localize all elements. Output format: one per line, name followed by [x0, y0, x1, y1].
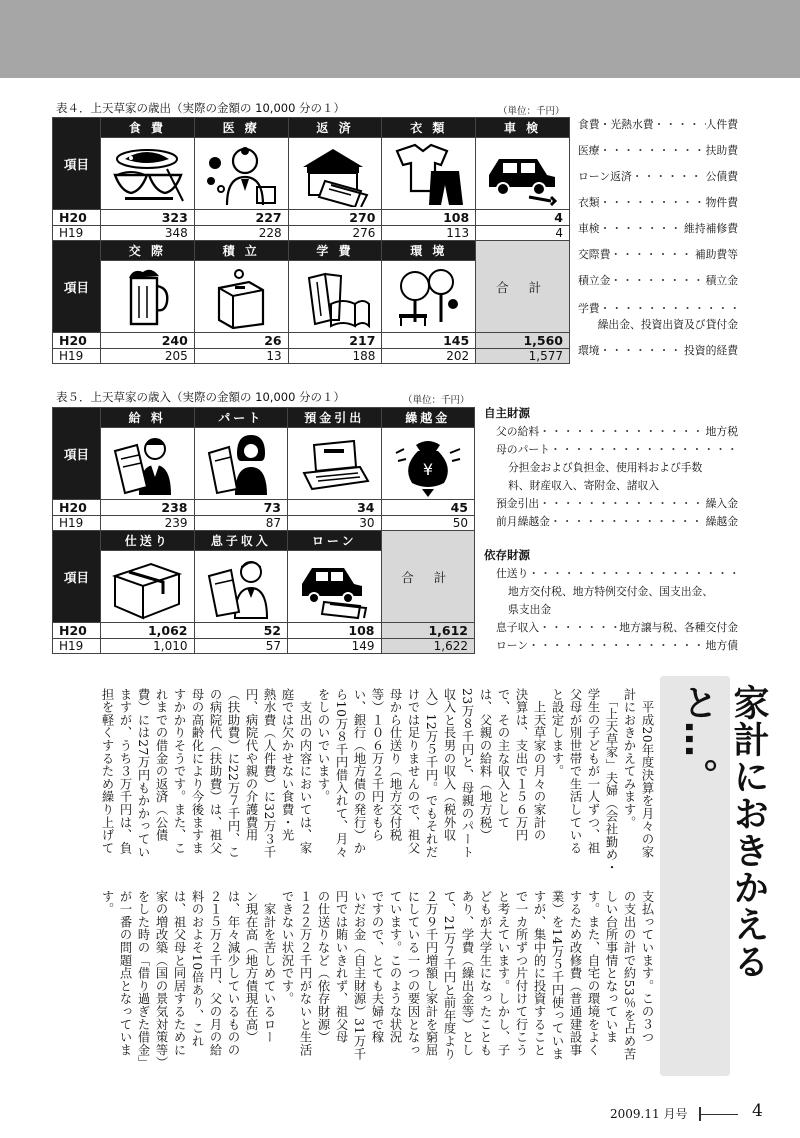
- year-label: H20: [53, 210, 101, 226]
- total-value: 1,622: [381, 639, 475, 654]
- legend-item: 積立金: [578, 274, 611, 287]
- dependent-source-title: 依存財源: [484, 548, 530, 562]
- col-header: 給 料: [101, 408, 195, 428]
- revenue-table: [52, 407, 475, 654]
- legend-row: [578, 344, 738, 366]
- issue-date: 2009.11 月号: [610, 1107, 688, 1121]
- value-cell: 45: [381, 500, 475, 516]
- row-label: 項目: [53, 408, 101, 500]
- legend-detail: 県支出金: [508, 602, 552, 616]
- park-icon: [382, 261, 476, 333]
- table5-caption: 表５．上天草家の歳入（実際の金額の 10,000 分の１）: [56, 390, 346, 404]
- legend-row: [484, 564, 738, 582]
- yen-bag-icon: [381, 428, 475, 500]
- car-loan-icon: [288, 551, 382, 623]
- col-header: 学 費: [288, 241, 382, 261]
- col-header: 車 検: [476, 118, 570, 138]
- value-cell: 87: [194, 516, 288, 531]
- expenditure-legend: [578, 118, 738, 366]
- value-cell: 108: [288, 623, 382, 639]
- year-label: H19: [53, 349, 101, 364]
- legend-item: 食費・光熱水費: [578, 118, 654, 131]
- legend-row: [484, 440, 738, 458]
- value-cell: 13: [194, 349, 288, 364]
- col-header: 環 境: [382, 241, 476, 261]
- legend-row: [578, 118, 738, 144]
- house-bills-icon: [288, 138, 382, 210]
- legend-row: [578, 302, 738, 318]
- value-cell: 276: [288, 226, 382, 241]
- value-cell: 227: [194, 210, 288, 226]
- table5-unit: （単位：千円）: [403, 395, 470, 406]
- food-icon: [101, 138, 195, 210]
- value-cell: 202: [382, 349, 476, 364]
- value-cell: 205: [101, 349, 195, 364]
- value-cell: 26: [194, 333, 288, 349]
- legend-item: ローン: [496, 638, 529, 652]
- legend-category: 物件費: [705, 196, 738, 209]
- col-header: 衣 類: [382, 118, 476, 138]
- legend-row: [484, 422, 738, 440]
- legend-row: [484, 494, 738, 512]
- article-title-box: [660, 676, 769, 1076]
- value-cell: 1,010: [101, 639, 195, 654]
- legend-category: 繰出金、投資出資及び貸付金: [597, 318, 738, 331]
- savings-box-icon: [194, 261, 288, 333]
- total-label: 合 計: [476, 241, 570, 333]
- svg-text:¥: ¥: [422, 459, 433, 479]
- laptop-money-icon: [288, 428, 382, 500]
- legend-row: [578, 318, 738, 340]
- col-header: 食 費: [101, 118, 195, 138]
- legend-item: 預金引出: [496, 496, 540, 510]
- clothes-icon: [382, 138, 476, 210]
- books-icon: [288, 261, 382, 333]
- legend-category: 繰越金: [705, 514, 738, 528]
- legend-item: 学費: [578, 302, 600, 315]
- legend-category: 補助費等: [694, 248, 738, 261]
- col-header: 預金引出: [288, 408, 382, 428]
- revenue-source-legend: [484, 404, 738, 654]
- col-header: パート: [194, 408, 288, 428]
- businessman-icon: [101, 428, 195, 500]
- value-cell: 52: [194, 623, 288, 639]
- legend-category: 扶助費: [705, 144, 738, 157]
- header-bar: [0, 0, 800, 78]
- legend-item: ローン返済: [578, 170, 632, 183]
- value-cell: 348: [101, 226, 195, 241]
- legend-item: 交際費: [578, 248, 611, 261]
- year-label: H20: [53, 500, 101, 516]
- value-cell: 57: [194, 639, 288, 654]
- legend-detail: 地方交付税、地方特例交付金、国支出金、: [508, 584, 714, 598]
- value-cell: 145: [382, 333, 476, 349]
- legend-row: [484, 636, 738, 654]
- legend-row: [484, 512, 738, 530]
- legend-category: 積立金: [705, 274, 738, 287]
- table4-caption: 表４．上天草家の歳出（実際の金額の 10,000 分の１）: [56, 101, 346, 115]
- year-label: H19: [53, 516, 101, 531]
- article-upper-column: 平成20年度決算を月々の家 計におきかえてみます。 「上天草家」夫婦（会社勤め・ 学生の子どもが一人ずつ、祖 父母が別世帯で生活している と設定します。 上天草家の月々の家計の 決算は、支出で１５６万円 で、その主な収入として は、父親の給料（地方税） 23万８千円と、母親のパート 収入と長男の収入（税外収 入）12万５千円。でもそれだ けでは足りませんので、祖父 母から仕送り（地方交付税 等）１０６万２千円をもら い、銀行（地方債の発行）か ら10万８千円借入れて、月々 をしのいでいます。 支出の内容においては、家 庭では欠かせない食費・光 熱水費（人件費）に32万３千 円、病院代や親の介護費用 （扶助費）に22万７千円、こ の病院代（扶助費）は、祖父 母の高齢化により今後ますま すかかりそうです。また、こ れまでの借金の返済（公債 費）には27万円もかかってい ますが、うち３万千円は、負 担を軽くするため繰り上げて: [100, 688, 654, 874]
- value-cell: 239: [101, 516, 195, 531]
- total-value: 1,612: [381, 623, 475, 639]
- year-label: H19: [53, 639, 101, 654]
- year-label: H20: [53, 623, 101, 639]
- legend-category: 繰入金: [705, 496, 738, 510]
- col-header: 繰越金: [381, 408, 475, 428]
- legend-row: [578, 248, 738, 274]
- row-label: 項目: [53, 118, 101, 210]
- value-cell: 240: [101, 333, 195, 349]
- legend-row: [578, 196, 738, 222]
- value-cell: 228: [194, 226, 288, 241]
- page-number: 4: [752, 1101, 763, 1121]
- footer-rule: [700, 1114, 738, 1115]
- value-cell: 34: [288, 500, 382, 516]
- value-cell: 1,062: [101, 623, 195, 639]
- col-header: ローン: [288, 531, 382, 551]
- col-header: 積 立: [194, 241, 288, 261]
- legend-row: [578, 222, 738, 248]
- woman-worker-icon: [194, 428, 288, 500]
- legend-category: 維持補修費: [684, 222, 738, 235]
- legend-item: 息子収入: [496, 620, 540, 634]
- row-label: 項目: [53, 241, 101, 333]
- value-cell: 50: [381, 516, 475, 531]
- legend-category: 投資的経費: [684, 344, 738, 357]
- col-header: 息子収入: [194, 531, 288, 551]
- article-lower-column: 支払っています。この３つ の支出の計で約53％を占め苦 しい台所事情となっていま す。また、自宅の環境をよく するため改修費（普通建設事 業）を14万５千円使っていま すが、集中的に投資すること で一カ所ずつ片付けて行こう と考えています。しかし、子 どもが大学生になったことも あり、学費（繰出金等）とし て、21万７千円と前年度より ２万９千円増額し家計を窮屈 にしている一つの要因となっ ています。このような状況 ですので、とても夫婦で稼 いだお金（自主財源）31万千 円では賄いきれず、祖父母 の仕送りなど（依存財源） １２２万２千円がないと生活 できない状況です。 家計を苦しめているロー ン現在高（地方債現在高） は、年々減少しているものの ２１５万２千円、父の月の給 料のおよそ10倍あり、これ は、祖父母と同居するために 家の増改築（国の景気対策等） をした時の「借り過ぎた借金」 が一番の問題点となっていま す。: [100, 890, 654, 1070]
- col-header: 医 療: [194, 118, 288, 138]
- legend-detail: 分担金および負担金、使用料および手数: [508, 460, 703, 474]
- package-icon: [101, 551, 195, 623]
- value-cell: 4: [476, 226, 570, 241]
- value-cell: 323: [101, 210, 195, 226]
- legend-category: 地方税: [705, 424, 738, 438]
- legend-category: 人件費: [705, 118, 738, 131]
- value-cell: 113: [382, 226, 476, 241]
- doctor-icon: [194, 138, 288, 210]
- legend-row: [578, 144, 738, 170]
- legend-row: [578, 170, 738, 196]
- total-label: 合 計: [381, 531, 475, 623]
- legend-category: 地方譲与税、各種交付金: [619, 620, 738, 634]
- total-value: 1,560: [476, 333, 570, 349]
- col-header: 仕送り: [101, 531, 195, 551]
- legend-detail: 料、財産収入、寄附金、諸収入: [508, 478, 660, 492]
- col-header: 交 際: [101, 241, 195, 261]
- value-cell: 270: [288, 210, 382, 226]
- value-cell: 188: [288, 349, 382, 364]
- own-source-title: 自主財源: [484, 406, 530, 420]
- row-label: 項目: [53, 531, 101, 623]
- col-header: 返 済: [288, 118, 382, 138]
- legend-item: 父の給料: [496, 424, 540, 438]
- value-cell: 30: [288, 516, 382, 531]
- year-label: H20: [53, 333, 101, 349]
- legend-category: 地方債: [705, 638, 738, 652]
- value-cell: 73: [194, 500, 288, 516]
- expenditure-table: [52, 117, 570, 364]
- value-cell: 238: [101, 500, 195, 516]
- beer-icon: [101, 261, 195, 333]
- total-value: 1,577: [476, 349, 570, 364]
- legend-item: 前月繰越金: [496, 514, 550, 528]
- son-worker-icon: [194, 551, 288, 623]
- car-wrench-icon: [476, 138, 570, 210]
- article-title: 家計におきかえると…。: [677, 684, 769, 980]
- legend-item: 環境: [578, 344, 600, 357]
- legend-row: [484, 618, 738, 636]
- legend-item: 仕送り: [496, 566, 529, 580]
- legend-category: 公債費: [705, 170, 738, 183]
- legend-row: [578, 274, 738, 300]
- year-label: H19: [53, 226, 101, 241]
- legend-item: 医療: [578, 144, 600, 157]
- value-cell: 108: [382, 210, 476, 226]
- legend-item: 母のパート: [496, 442, 550, 456]
- value-cell: 149: [288, 639, 382, 654]
- legend-item: 車検: [578, 222, 600, 235]
- value-cell: 4: [476, 210, 570, 226]
- value-cell: 217: [288, 333, 382, 349]
- table4-unit: （単位：千円）: [498, 106, 565, 117]
- legend-item: 衣類: [578, 196, 600, 209]
